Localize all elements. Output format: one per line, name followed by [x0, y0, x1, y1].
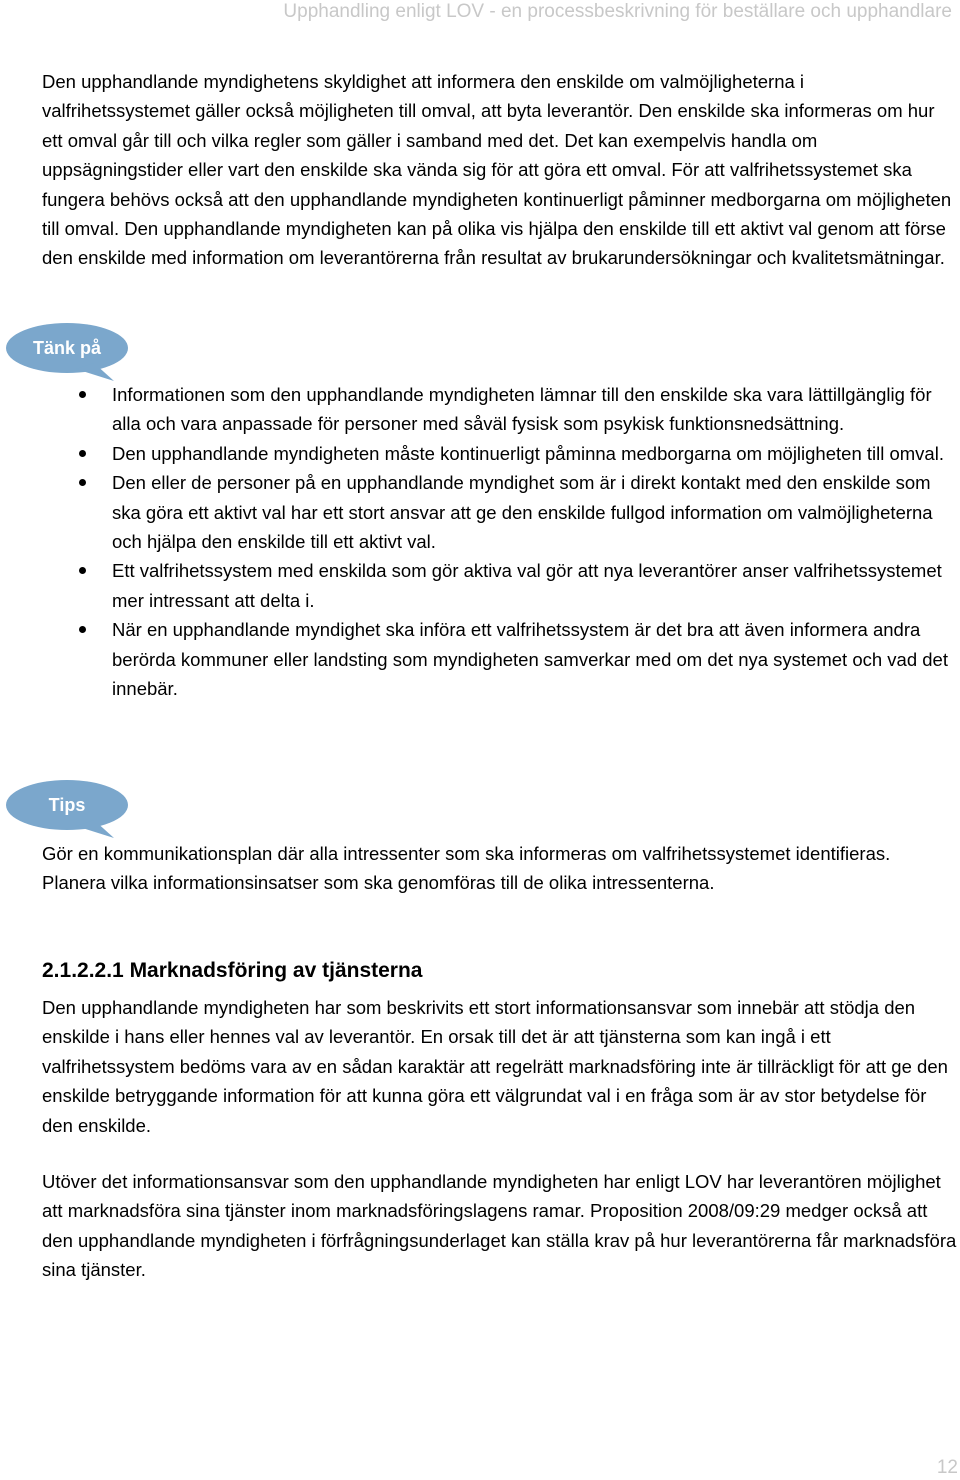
tips-label: Tips [48, 795, 86, 815]
list-item [42, 468, 957, 556]
list-item [42, 615, 957, 703]
section-paragraph-1: Den upphandlande myndigheten har som beskrivits ett stort informationsansvar som innebär att stödja den enskilde i hans eller hennes val av leverantör. En orsak till det är att tjänsterna som kan ingå i ett valfrihetssystem bedöms vara av en sådan karaktär att regelrätt marknadsföring inte är tillräckligt för att ge den enskilde betryggande information för att kunna göra ett välgrundat val i en fråga som är av stor betydelse för den enskilde. [42, 997, 948, 1136]
think-about-label: Tänk på [32, 338, 102, 358]
list-item [42, 380, 957, 439]
running-header: Upphandling enligt LOV - en processbeskrivning för beställare och upphandlare [283, 1, 952, 22]
think-about-list [42, 380, 957, 703]
list-item [42, 556, 957, 615]
list-item-text: När en upphandlande myndighet ska införa ett valfrihetssystem är det bra att även informera andra berörda kommuner eller landsting som myndigheten samverkar med om det nya systemet och vad det innebär. [112, 619, 948, 700]
list-item-text: Den upphandlande myndigheten måste kontinuerligt påminna medborgarna om möjligheten till omval. [112, 442, 944, 464]
section-paragraph-2: Utöver det informationsansvar som den upphandlande myndigheten har enligt LOV har leverantören möjlighet att marknadsföra sina tjänster inom marknadsföringslagens ramar. Proposition 2008/09:29 medger också att den upphandlande myndigheten i förfrågningsunderlaget kan ställa krav på hur leverantörerna får marknadsföra sina tjänster. [42, 1171, 957, 1281]
bullet-icon [79, 567, 86, 574]
list-item-text: Ett valfrihetssystem med enskilda som gör aktiva val gör att nya leverantörer anser valfrihetssystemet mer intressant att delta i. [112, 560, 942, 611]
list-item-text: Informationen som den upphandlande myndigheten lämnar till den enskilde ska vara lättillgänglig för alla och vara anpassade för personer med såväl fysisk som psykisk funktionsnedsättning. [112, 384, 932, 435]
section-heading: 2.1.2.2.1 Marknadsföring av tjänsterna [42, 959, 423, 982]
page-number: 12 [936, 1457, 958, 1478]
list-item [42, 439, 957, 468]
tips-paragraph: Gör en kommunikationsplan där alla intressenter som ska informeras om valfrihetssystemet identifieras. Planera vilka informationsinsatser som ska genomföras till de olika intressenterna. [42, 843, 891, 894]
bullet-icon [79, 626, 86, 633]
bullet-icon [79, 391, 86, 398]
bullet-icon [79, 450, 86, 457]
intro-paragraph: Den upphandlande myndighetens skyldighet att informera den enskilde om valmöjligheterna i valfrihetssystemet gäller också möjligheten till omval, att byta leverantör. Den enskilde ska informeras om hur ett omval går till och vilka regler som gäller i samband med det. Det kan exempelvis handla om uppsägningstider eller vart den enskilde ska vända sig för att göra ett omval. För att valfrihetssystemet ska fungera behövs också att den upphandlande myndigheten kontinuerligt påminner medborgarna om möjligheten till omval. Den upphandlande myndigheten kan på olika vis hjälpa den enskilde till ett aktivt val genom att förse den enskilde med information om leverantörerna från resultat av brukarundersökningar och kvalitetsmätningar. [42, 71, 952, 269]
list-item-text: Den eller de personer på en upphandlande myndighet som är i direkt kontakt med den enskilde som ska göra ett aktivt val har ett stort ansvar att ge den enskilde fullgod information om valmöjligheterna och hjälpa den enskilde till ett aktivt val. [112, 472, 933, 553]
bullet-icon [79, 479, 86, 486]
